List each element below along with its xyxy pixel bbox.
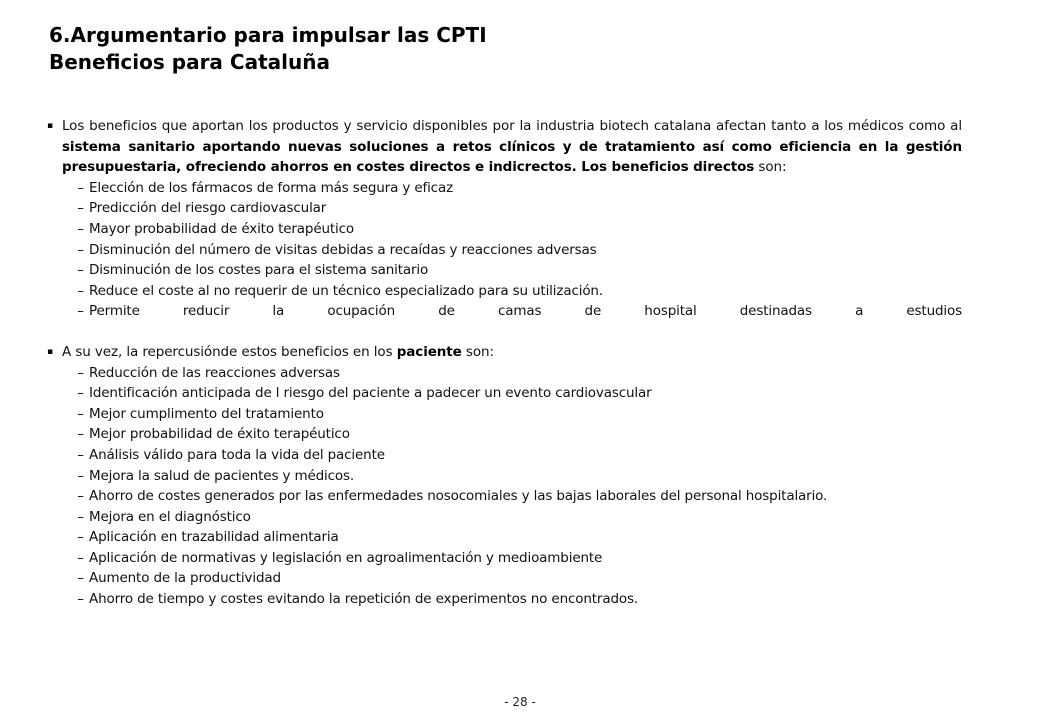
- list-item: [62, 486, 962, 507]
- dash-bullet: –: [77, 282, 84, 299]
- list-item-text: Aumento de la productividad: [89, 570, 281, 587]
- list-item-text: Reducción de las reacciones adversas: [89, 364, 340, 381]
- dash-bullet: –: [77, 179, 84, 196]
- list-item: [62, 240, 962, 261]
- dash-bullet: –: [77, 426, 84, 443]
- list-item-text: Análisis válido para toda la vida del paciente: [89, 446, 385, 463]
- list-item: [62, 424, 962, 445]
- list-item: [62, 219, 962, 240]
- list-item: [62, 404, 962, 425]
- dash-bullet: –: [77, 508, 84, 525]
- patient-body: [62, 342, 962, 610]
- dash-bullet: –: [77, 220, 84, 237]
- dash-bullet: –: [77, 488, 84, 505]
- dash-bullet: –: [77, 262, 84, 279]
- square-bullet-icon: ▪: [47, 346, 54, 357]
- list-item-text: Mejora en el diagnóstico: [89, 508, 251, 525]
- list-item: [62, 198, 962, 219]
- dash-bullet: –: [77, 446, 84, 463]
- list-item-text: Identificación anticipada de l riesgo del paciente a padecer un evento cardiovascular: [89, 385, 652, 402]
- dash-bullet: –: [77, 570, 84, 587]
- list-item: [62, 383, 962, 404]
- title-line-2: Beneficios para Cataluña: [49, 50, 330, 74]
- list-item: [62, 527, 962, 548]
- title-line-1: 6.Argumentario para impulsar las CPTI: [49, 23, 487, 47]
- list-item-text: Mejora la salud de pacientes y médicos.: [89, 467, 355, 484]
- dash-bullet: –: [77, 405, 84, 422]
- list-item: [62, 589, 962, 610]
- list-item-text: Disminución de los costes para el sistema sanitario: [89, 262, 429, 279]
- benefits-section: [47, 116, 962, 322]
- dash-bullet: –: [77, 591, 84, 608]
- benefits-body: [62, 116, 962, 322]
- patient-benefits-list: [62, 363, 962, 610]
- patient-intro-bold: paciente: [396, 343, 462, 360]
- dash-bullet: –: [77, 200, 84, 217]
- list-item: [62, 568, 962, 589]
- list-item: [62, 301, 962, 322]
- dash-bullet: –: [77, 303, 84, 320]
- dash-bullet: –: [77, 241, 84, 258]
- list-item-text: Ahorro de costes generados por las enfermedades nosocomiales y las bajas laborales del personal hospitalario.: [89, 488, 828, 505]
- list-item: [62, 178, 962, 199]
- list-item-text: Mayor probabilidad de éxito terapéutico: [89, 220, 355, 237]
- patient-intro-end: son:: [461, 343, 494, 360]
- dash-bullet: –: [77, 529, 84, 546]
- benefits-intro-text: Los beneficios que aportan los productos y servicio disponibles por la industria biotech catalana afectan tanto a los médicos como al: [62, 118, 962, 134]
- list-item: [62, 260, 962, 281]
- patient-section: [47, 342, 962, 610]
- benefits-intro-bold: sistema sanitario aportando nuevas soluciones a retos clínicos y de tratamiento así como eficiencia en la gestión presupuestaria, ofreciendo ahorros en costes directos e indicrectos. Los beneficios directos: [62, 138, 962, 176]
- list-item: [62, 466, 962, 487]
- dash-bullet: –: [77, 467, 84, 484]
- list-item: [62, 363, 962, 384]
- dash-bullet: –: [77, 385, 84, 402]
- list-item: [62, 281, 962, 302]
- list-item-text: Disminución del número de visitas debidas a recaídas y reacciones adversas: [89, 241, 597, 258]
- list-item-text: Ahorro de tiempo y costes evitando la repetición de experimentos no encontrados.: [89, 591, 639, 608]
- list-item: [62, 548, 962, 569]
- page-title: [49, 22, 487, 76]
- list-item: [62, 445, 962, 466]
- slide-content: [47, 116, 962, 610]
- list-item-text: Mejor probabilidad de éxito terapéutico: [89, 426, 350, 443]
- dash-bullet: –: [77, 549, 84, 566]
- list-item-text: Mejor cumplimento del tratamiento: [89, 405, 324, 422]
- list-item-text: Aplicación en trazabilidad alimentaria: [89, 529, 339, 546]
- page-number: - 28 -: [504, 695, 536, 709]
- direct-benefits-list: [62, 178, 962, 322]
- list-item-text: Elección de los fármacos de forma más segura y eficaz: [89, 179, 454, 196]
- benefits-intro: [62, 116, 962, 178]
- dash-bullet: –: [77, 364, 84, 381]
- list-item-text: Predicción del riesgo cardiovascular: [89, 200, 327, 217]
- patient-intro-text: A su vez, la repercusiónde estos beneficios en los: [62, 343, 397, 360]
- benefits-intro-end: son:: [754, 159, 787, 176]
- patient-intro: [62, 342, 962, 363]
- list-item: [62, 507, 962, 528]
- square-bullet-icon: ▪: [47, 121, 54, 131]
- list-item-text: Reduce el coste al no requerir de un técnico especializado para su utilización.: [89, 282, 603, 299]
- list-item-text: Aplicación de normativas y legislación en agroalimentación y medioambiente: [89, 549, 603, 566]
- list-item-text: Permite reducir la ocupación de camas de hospital destinadas a estudios: [89, 303, 962, 320]
